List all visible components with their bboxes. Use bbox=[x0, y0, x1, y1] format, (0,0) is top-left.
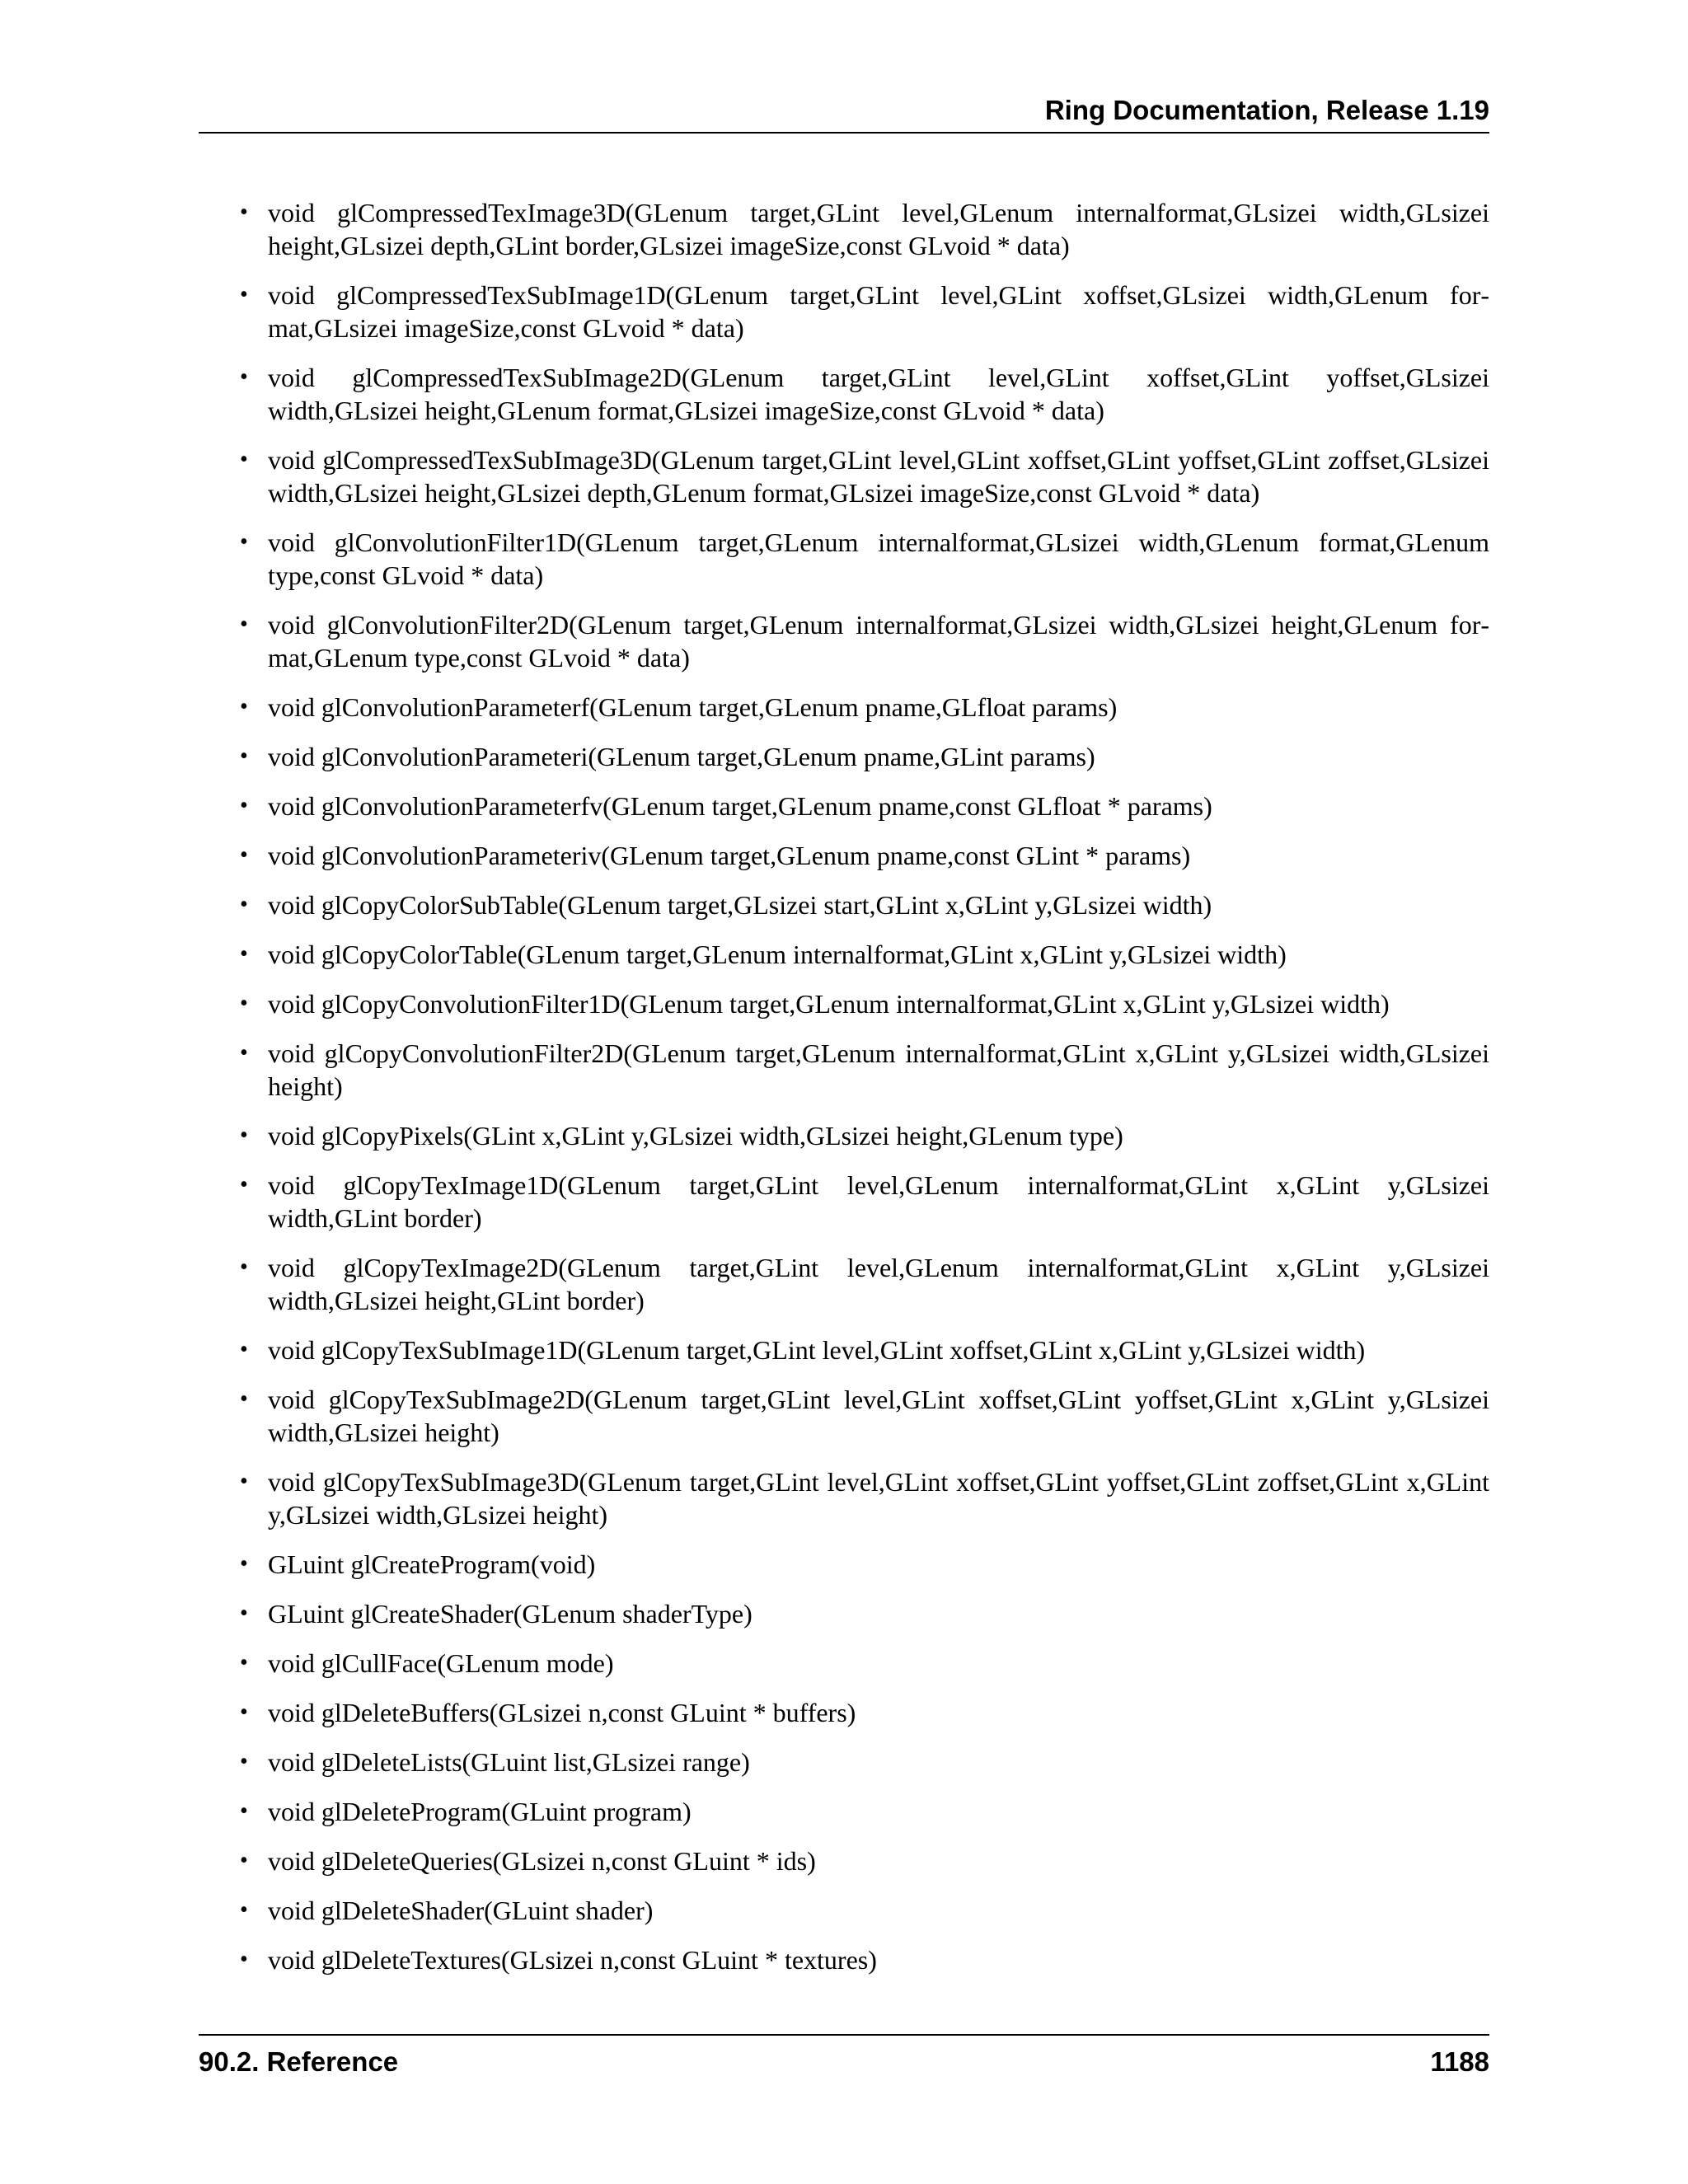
bullet-icon: • bbox=[240, 842, 248, 868]
bullet-icon: • bbox=[240, 1798, 248, 1824]
list-item bbox=[199, 361, 1489, 427]
bullet-icon: • bbox=[240, 1749, 248, 1774]
function-signature: void glCopyColorSubTable(GLenum target,GLsizei start,GLint x,GLint y,GLsizei width) bbox=[268, 890, 1212, 920]
function-list bbox=[199, 196, 1489, 1976]
list-item bbox=[199, 1597, 1489, 1630]
bullet-icon: • bbox=[240, 1172, 248, 1197]
list-item bbox=[199, 1383, 1489, 1449]
list-item bbox=[199, 938, 1489, 971]
list-item bbox=[199, 196, 1489, 262]
list-item bbox=[199, 1696, 1489, 1729]
function-signature: void glConvolutionParameterfv(GLenum target,GLenum pname,const GLfloat * params) bbox=[268, 791, 1212, 821]
function-signature: void glCopyPixels(GLint x,GLint y,GLsizei width,GLsizei height,GLenum type) bbox=[268, 1121, 1123, 1151]
function-signature: void glDeleteQueries(GLsizei n,const GLuint * ids) bbox=[268, 1846, 816, 1876]
bullet-icon: • bbox=[240, 1551, 248, 1577]
function-signature: void glCompressedTexSubImage2D(GLenum target,GLint level,GLint xoffset,GLint yoffset,GLsizei width,GLsizei height,GLenum format,GLsizei imageSize,const GLvoid * data) bbox=[268, 363, 1489, 425]
list-item bbox=[199, 790, 1489, 823]
function-signature: void glCompressedTexImage3D(GLenum target,GLint level,GLenum internalformat,GLsizei width,GLsizei height,GLsizei depth,GLint border,GLsizei imageSize,const GLvoid * data) bbox=[268, 198, 1489, 260]
bullet-icon: • bbox=[240, 941, 248, 967]
bullet-icon: • bbox=[240, 1699, 248, 1725]
page-content bbox=[199, 196, 1489, 1993]
function-signature: GLuint glCreateShader(GLenum shaderType) bbox=[268, 1599, 753, 1629]
bullet-icon: • bbox=[240, 1386, 248, 1412]
function-signature: void glCompressedTexSubImage1D(GLenum target,GLint level,GLint xoffset,GLsizei width,GLenum format,GLsizei imageSize,const GLvoid * data) bbox=[268, 280, 1489, 343]
function-signature: void glCopyTexSubImage2D(GLenum target,GLint level,GLint xoffset,GLint yoffset,GLint x,GLint y,GLsizei width,GLsizei height) bbox=[268, 1385, 1489, 1447]
function-signature: void glDeleteShader(GLuint shader) bbox=[268, 1896, 654, 1925]
list-item bbox=[199, 691, 1489, 724]
bullet-icon: • bbox=[240, 793, 248, 818]
function-signature: void glCopyTexImage2D(GLenum target,GLint level,GLenum internalformat,GLint x,GLint y,GLsizei width,GLsizei height,GLint border) bbox=[268, 1253, 1489, 1315]
function-signature: void glCopyTexImage1D(GLenum target,GLint level,GLenum internalformat,GLint x,GLint y,GLsizei width,GLint border) bbox=[268, 1170, 1489, 1233]
function-signature: void glCompressedTexSubImage3D(GLenum target,GLint level,GLint xoffset,GLint yoffset,GLint zoffset,GLsizei width,GLsizei height,GLsizei depth,GLenum format,GLsizei imageSize,const GLvoid * data) bbox=[268, 445, 1489, 508]
function-signature: void glConvolutionParameteri(GLenum target,GLenum pname,GLint params) bbox=[268, 742, 1095, 771]
bullet-icon: • bbox=[240, 1848, 248, 1873]
function-signature: void glCullFace(GLenum mode) bbox=[268, 1648, 614, 1678]
list-item bbox=[199, 888, 1489, 921]
list-item bbox=[199, 526, 1489, 592]
list-item bbox=[199, 1119, 1489, 1152]
function-signature: void glCopyConvolutionFilter2D(GLenum target,GLenum internalformat,GLint x,GLint y,GLsizei width,GLsizei height) bbox=[268, 1038, 1489, 1101]
page-header bbox=[199, 92, 1489, 134]
bullet-icon: • bbox=[240, 694, 248, 719]
list-item bbox=[199, 1647, 1489, 1680]
bullet-icon: • bbox=[240, 892, 248, 917]
bullet-icon: • bbox=[240, 1947, 248, 1972]
function-signature: void glConvolutionFilter1D(GLenum target,GLenum internalformat,GLsizei width,GLenum format,GLenum type,const GLvoid * data) bbox=[268, 527, 1489, 590]
bullet-icon: • bbox=[240, 199, 248, 225]
list-item bbox=[199, 279, 1489, 344]
function-signature: void glCopyConvolutionFilter1D(GLenum target,GLenum internalformat,GLint x,GLint y,GLsizei width) bbox=[268, 989, 1390, 1019]
bullet-icon: • bbox=[240, 529, 248, 555]
section-label: 90.2. Reference bbox=[199, 2046, 399, 2077]
list-item bbox=[199, 1465, 1489, 1531]
function-signature: void glConvolutionParameterf(GLenum target,GLenum pname,GLfloat params) bbox=[268, 692, 1118, 722]
function-signature: void glDeleteBuffers(GLsizei n,const GLuint * buffers) bbox=[268, 1698, 856, 1727]
page-number: 1188 bbox=[1430, 2046, 1489, 2077]
list-item bbox=[199, 1169, 1489, 1235]
list-item bbox=[199, 608, 1489, 674]
list-item bbox=[199, 987, 1489, 1020]
function-signature: GLuint glCreateProgram(void) bbox=[268, 1549, 596, 1579]
bullet-icon: • bbox=[240, 364, 248, 390]
bullet-icon: • bbox=[240, 991, 248, 1016]
document-title: Ring Documentation, Release 1.19 bbox=[1044, 95, 1489, 125]
list-item bbox=[199, 1037, 1489, 1103]
bullet-icon: • bbox=[240, 447, 248, 472]
list-item bbox=[199, 1548, 1489, 1581]
bullet-icon: • bbox=[240, 1337, 248, 1362]
list-item bbox=[199, 740, 1489, 773]
page-footer bbox=[199, 2034, 1489, 2080]
bullet-icon: • bbox=[240, 1469, 248, 1494]
list-item bbox=[199, 1251, 1489, 1317]
bullet-icon: • bbox=[240, 612, 248, 637]
list-item bbox=[199, 443, 1489, 509]
function-signature: void glCopyTexSubImage3D(GLenum target,GLint level,GLint xoffset,GLint yoffset,GLint zoffset,GLint x,GLint y,GLsizei width,GLsizei height) bbox=[268, 1467, 1489, 1530]
bullet-icon: • bbox=[240, 1254, 248, 1280]
function-signature: void glDeleteTextures(GLsizei n,const GLuint * textures) bbox=[268, 1945, 877, 1975]
list-item bbox=[199, 1746, 1489, 1779]
function-signature: void glDeleteLists(GLuint list,GLsizei range) bbox=[268, 1747, 750, 1777]
list-item bbox=[199, 1844, 1489, 1877]
list-item bbox=[199, 1943, 1489, 1976]
list-item bbox=[199, 839, 1489, 872]
bullet-icon: • bbox=[240, 1897, 248, 1923]
bullet-icon: • bbox=[240, 1650, 248, 1675]
bullet-icon: • bbox=[240, 743, 248, 769]
function-signature: void glConvolutionParameteriv(GLenum target,GLenum pname,const GLint * params) bbox=[268, 841, 1191, 870]
function-signature: void glDeleteProgram(GLuint program) bbox=[268, 1797, 692, 1826]
function-signature: void glCopyTexSubImage1D(GLenum target,GLint level,GLint xoffset,GLint x,GLint y,GLsizei width) bbox=[268, 1335, 1366, 1365]
list-item bbox=[199, 1894, 1489, 1927]
bullet-icon: • bbox=[240, 282, 248, 307]
bullet-icon: • bbox=[240, 1122, 248, 1148]
bullet-icon: • bbox=[240, 1601, 248, 1626]
function-signature: void glConvolutionFilter2D(GLenum target,GLenum internalformat,GLsizei width,GLsizei height,GLenum format,GLenum type,const GLvoid * data) bbox=[268, 610, 1489, 673]
bullet-icon: • bbox=[240, 1040, 248, 1066]
list-item bbox=[199, 1795, 1489, 1828]
list-item bbox=[199, 1333, 1489, 1366]
function-signature: void glCopyColorTable(GLenum target,GLenum internalformat,GLint x,GLint y,GLsizei width) bbox=[268, 940, 1287, 969]
